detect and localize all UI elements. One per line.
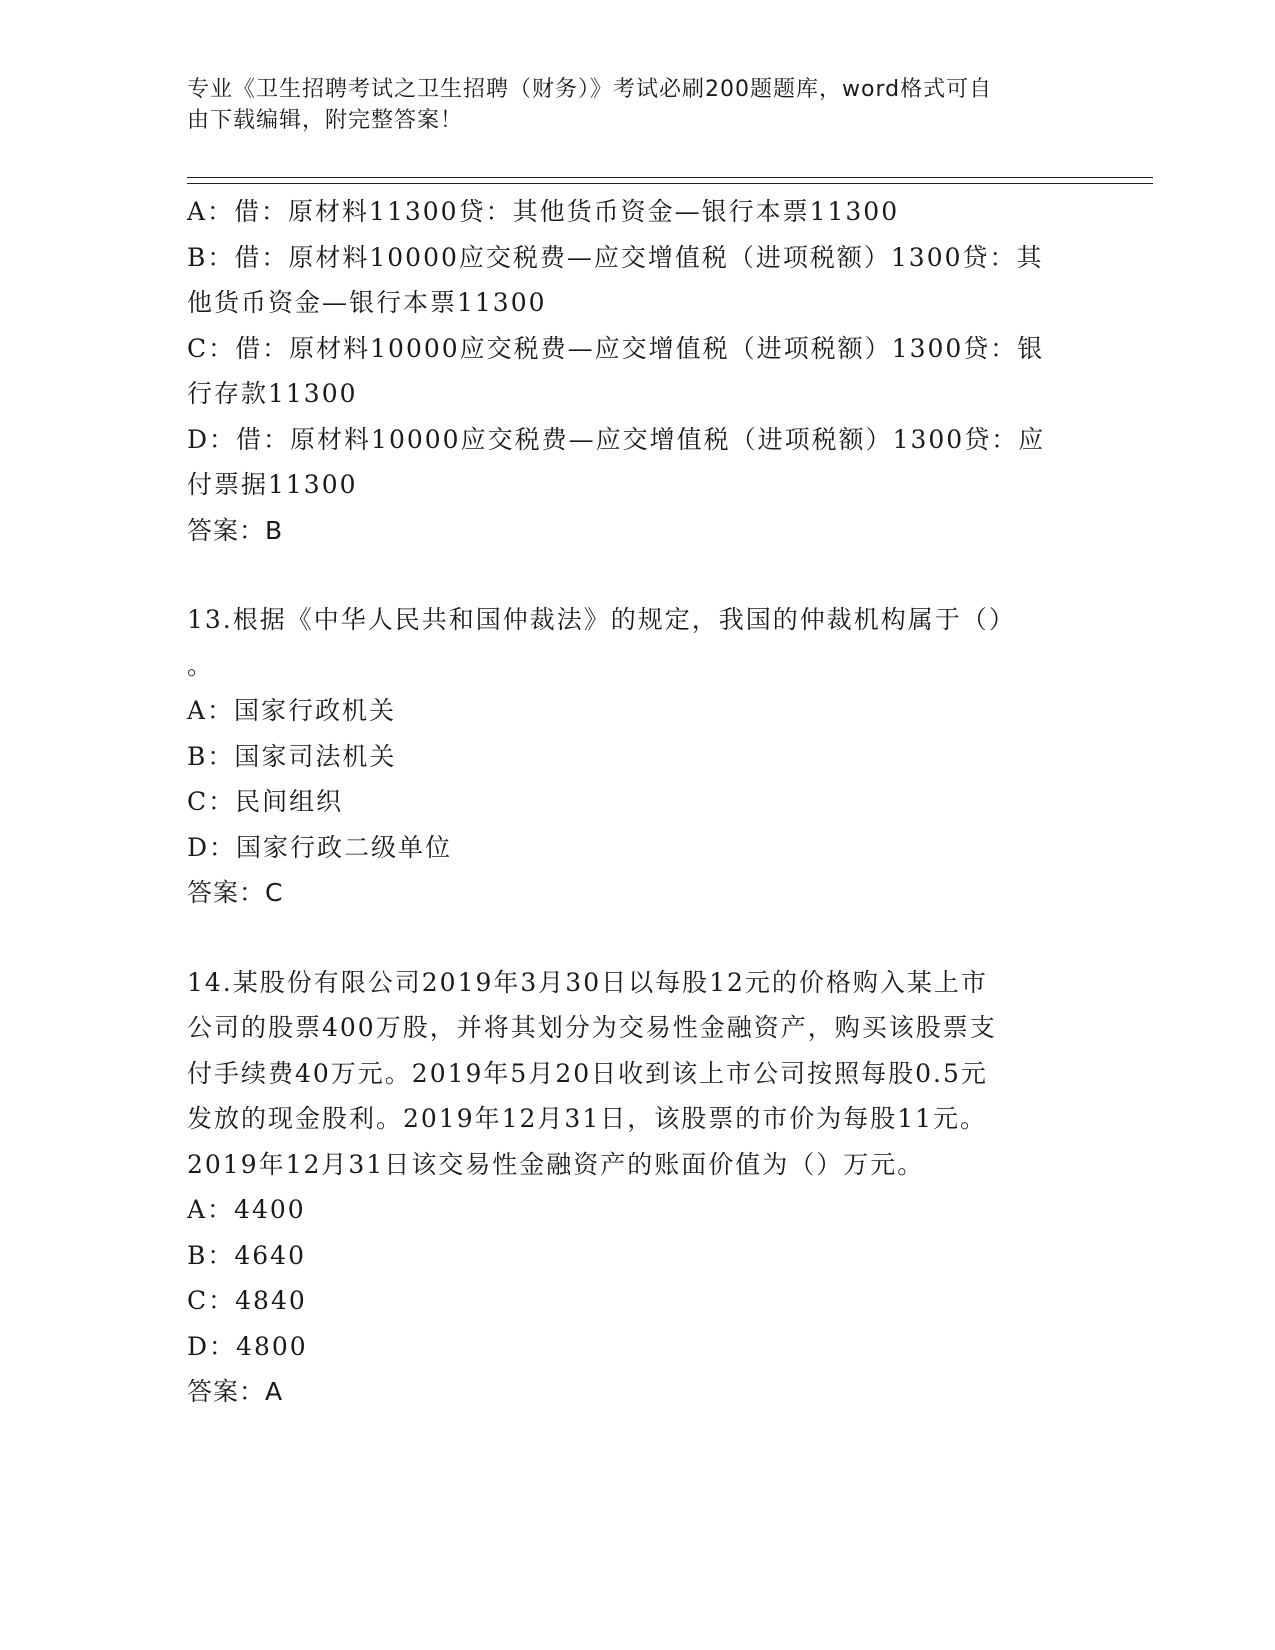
option-d-line-1: D：借：原材料10000应交税费—应交增值税（进项税额）1300贷：应	[187, 424, 1046, 454]
question-stem-line-2: 。	[187, 650, 215, 680]
question-stem-line-5: 2019年12月31日该交易性金融资产的账面价值为（）万元。	[187, 1149, 925, 1179]
header-line-1: 专业《卫生招聘考试之卫生招聘（财务）》考试必刷200题题库，word格式可自	[187, 77, 993, 102]
option-a: A：借：原材料11300贷：其他货币资金—银行本票11300	[187, 197, 900, 226]
answer-label: 答案：B	[187, 515, 284, 545]
option-b: B：4640	[187, 1240, 306, 1270]
answer-label: 答案：C	[187, 878, 284, 907]
spacer	[187, 553, 1087, 597]
question-stem-line-4: 发放的现金股利。2019年12月31日，该股票的市价为每股11元。	[187, 1104, 988, 1133]
question-13	[187, 597, 1087, 916]
question-12-options	[187, 189, 1087, 553]
header-divider-top	[187, 177, 1153, 178]
option-c-line-2: 行存款11300	[187, 379, 358, 408]
question-stem-line-1: 13.根据《中华人民共和国仲裁法》的规定，我国的仲裁机构属于（）	[187, 605, 1016, 634]
option-a: A：4400	[187, 1195, 306, 1224]
header-line-2: 由下载编辑，附完整答案！	[187, 108, 464, 133]
answer-label: 答案：A	[187, 1377, 284, 1406]
question-stem-line-2: 公司的股票400万股，并将其划分为交易性金融资产，购买该股票支	[187, 1013, 997, 1042]
option-b-line-2: 他货币资金—银行本票11300	[187, 288, 547, 317]
option-c-line-1: C：借：原材料10000应交税费—应交增值税（进项税额）1300贷：银	[187, 333, 1045, 363]
option-c: C：民间组织	[187, 787, 344, 816]
header-divider-bottom	[187, 183, 1153, 184]
question-14	[187, 960, 1087, 1415]
option-d-line-2: 付票据11300	[187, 470, 358, 499]
document-body	[187, 189, 1087, 1415]
question-stem-line-3: 付手续费40万元。2019年5月20日收到该上市公司按照每股0.5元	[187, 1058, 988, 1088]
option-a: A：国家行政机关	[187, 696, 397, 725]
option-d: D：国家行政二级单位	[187, 832, 453, 862]
spacer	[187, 916, 1087, 960]
document-header	[187, 74, 1067, 136]
option-b: B：国家司法机关	[187, 741, 397, 771]
option-c: C：4840	[187, 1286, 307, 1315]
option-b-line-1: B：借：原材料10000应交税费—应交增值税（进项税额）1300贷：其	[187, 242, 1044, 272]
option-d: D：4800	[187, 1331, 308, 1361]
question-stem-line-1: 14.某股份有限公司2019年3月30日以每股12元的价格购入某上市	[187, 967, 988, 997]
